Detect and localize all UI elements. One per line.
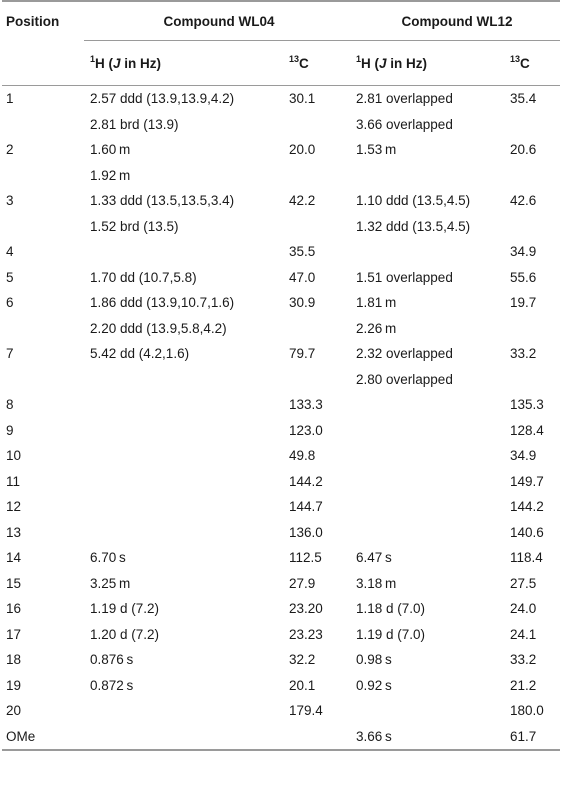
cell-1h-wl04: 2.57 ddd (13.9,13.9,4.2) [90, 91, 235, 107]
cell-1h-wl12: 6.47 s [356, 550, 392, 566]
cell-1h-wl04: 0.872 s [90, 677, 134, 693]
table-row [2, 571, 560, 597]
cell-1h-wl04 [84, 698, 283, 724]
cell-position: 19 [6, 677, 22, 693]
cell-1h-wl12: 1.53 m [356, 142, 397, 158]
cell-position: 10 [6, 448, 22, 464]
cell-1h-wl04 [84, 367, 283, 393]
cell-1h-wl04 [84, 239, 283, 265]
cell-1h-wl12 [354, 239, 508, 265]
cell-1h-wl12: 1.10 ddd (13.5,4.5) [356, 193, 471, 209]
cell-13c-wl04 [283, 316, 354, 342]
cell-position: 9 [6, 422, 14, 438]
cell-13c-wl12: 27.5 [510, 575, 537, 591]
cell-position: OMe [2, 724, 84, 751]
cell-13c-wl12: 24.0 [510, 601, 537, 617]
header-position: Position [2, 1, 84, 41]
cell-13c-wl04: 144.7 [289, 499, 323, 515]
cell-position: 5 [6, 269, 14, 285]
cell-13c-wl04: 23.23 [289, 626, 323, 642]
cell-1h-wl12 [354, 163, 508, 189]
cell-position: 11 [6, 473, 21, 489]
cell-13c-wl04 [283, 214, 354, 240]
cell-1h-wl04: 1.52 brd (13.5) [90, 218, 179, 234]
cell-1h-wl12: 1.19 d (7.0) [356, 626, 426, 642]
cell-1h-wl12: 3.18 m [356, 575, 397, 591]
cell-1h-wl12: 2.26 m [356, 320, 397, 336]
table-row [2, 290, 560, 316]
header-row-columns [2, 41, 560, 86]
cell-1h-wl04 [84, 724, 283, 751]
table-row [2, 469, 560, 495]
cell-1h-wl12: 3.66 overlapped [356, 116, 453, 132]
cell-13c-wl12: 149.7 [510, 473, 544, 489]
table-row [2, 443, 560, 469]
cell-13c-wl12: 33.2 [510, 652, 537, 668]
cell-position: 18 [6, 652, 22, 668]
cell-position: 8 [6, 397, 14, 413]
cell-1h-wl12: 0.98 s [356, 652, 392, 668]
table-row [2, 86, 560, 112]
cell-13c-wl04: 136.0 [289, 524, 323, 540]
cell-13c-wl12: 135.3 [510, 397, 544, 413]
cell-13c-wl12: 55.6 [510, 269, 537, 285]
cell-position [2, 214, 84, 240]
cell-13c-wl12: 21.2 [510, 677, 537, 693]
cell-13c-wl12: 33.2 [510, 346, 537, 362]
cell-1h-wl12 [354, 443, 508, 469]
cell-13c-wl04 [283, 724, 354, 751]
cell-1h-wl04: 2.81 brd (13.9) [90, 116, 179, 132]
cell-1h-wl12: 3.66 s [354, 724, 508, 751]
cell-1h-wl04: 1.19 d (7.2) [90, 601, 160, 617]
cell-13c-wl12: 35.4 [510, 91, 537, 107]
cell-1h-wl04 [84, 418, 283, 444]
cell-position: 15 [6, 575, 22, 591]
cell-position: 2 [6, 142, 14, 158]
table-row [2, 545, 560, 571]
header-position-blank [2, 41, 84, 86]
cell-1h-wl12: 1.32 ddd (13.5,4.5) [356, 218, 471, 234]
table-row [2, 418, 560, 444]
cell-1h-wl04 [84, 469, 283, 495]
cell-position: 4 [6, 244, 14, 260]
cell-1h-wl12: 2.32 overlapped [356, 346, 453, 362]
cell-13c-wl04: 30.1 [289, 91, 316, 107]
table-row [2, 112, 560, 138]
table-row [2, 137, 560, 163]
cell-position [2, 367, 84, 393]
header-1h-wl12: $^1$H (J in Hz) [354, 41, 508, 86]
cell-13c-wl04: 123.0 [289, 422, 323, 438]
cell-13c-wl12 [508, 367, 560, 393]
table-row [2, 188, 560, 214]
cell-1h-wl04: 1.60 m [90, 142, 131, 158]
cell-13c-wl12: 128.4 [510, 422, 544, 438]
cell-13c-wl04: 23.20 [289, 601, 323, 617]
header-compound-wl04: Compound WL04 [84, 1, 354, 41]
cell-13c-wl04 [283, 163, 354, 189]
cell-13c-wl04: 42.2 [289, 193, 316, 209]
table-row [2, 214, 560, 240]
header-row-groups [2, 1, 560, 41]
cell-1h-wl04: 3.25 m [90, 575, 131, 591]
cell-1h-wl04: 1.20 d (7.2) [90, 626, 160, 642]
cell-13c-wl04: 79.7 [289, 346, 316, 362]
cell-1h-wl12 [354, 392, 508, 418]
cell-13c-wl04: 144.2 [289, 473, 323, 489]
cell-13c-wl12: 144.2 [510, 499, 544, 515]
cell-13c-wl12: 61.7 [508, 724, 560, 751]
cell-1h-wl04 [84, 392, 283, 418]
table-row [2, 673, 560, 699]
cell-13c-wl04: 112.5 [289, 550, 322, 566]
cell-1h-wl12 [354, 494, 508, 520]
table-row [2, 596, 560, 622]
cell-1h-wl12: 2.81 overlapped [356, 91, 453, 107]
cell-13c-wl12: 180.0 [510, 703, 544, 719]
table-row [2, 239, 560, 265]
cell-1h-wl04: 2.20 ddd (13.9,5.8,4.2) [90, 320, 227, 336]
table-row [2, 622, 560, 648]
cell-position [2, 163, 84, 189]
cell-position: 7 [6, 346, 14, 362]
cell-1h-wl04: 6.70 s [90, 550, 126, 566]
cell-1h-wl04: 1.92 m [90, 167, 131, 183]
cell-position: 12 [6, 499, 22, 515]
cell-13c-wl12 [508, 316, 560, 342]
cell-1h-wl04: 1.33 ddd (13.5,13.5,3.4) [90, 193, 235, 209]
cell-13c-wl12: 34.9 [510, 244, 537, 260]
cell-13c-wl04: 133.3 [289, 397, 323, 413]
cell-position: 13 [6, 524, 22, 540]
cell-13c-wl12: 19.7 [510, 295, 537, 311]
cell-position: 20 [6, 703, 22, 719]
header-compound-wl12: Compound WL12 [354, 1, 560, 41]
cell-13c-wl12: 24.1 [510, 626, 537, 642]
cell-13c-wl04: 32.2 [289, 652, 316, 668]
cell-13c-wl04: 20.1 [289, 677, 316, 693]
cell-13c-wl04 [283, 367, 354, 393]
cell-1h-wl04: 1.86 ddd (13.9,10.7,1.6) [90, 295, 235, 311]
cell-1h-wl12: 1.18 d (7.0) [356, 601, 426, 617]
cell-1h-wl04: 5.42 dd (4.2,1.6) [90, 346, 190, 362]
cell-13c-wl04: 47.0 [289, 269, 316, 285]
cell-1h-wl12: 1.51 overlapped [356, 269, 453, 285]
header-13c-wl04: $^{13}$C [283, 41, 354, 86]
cell-position [2, 112, 84, 138]
table-body [2, 86, 560, 751]
table-row [2, 520, 560, 546]
table-row [2, 647, 560, 673]
cell-position: 14 [6, 550, 22, 566]
cell-13c-wl12: 118.4 [510, 550, 543, 566]
cell-13c-wl04: 35.5 [289, 244, 316, 260]
table-row [2, 265, 560, 291]
cell-1h-wl12 [354, 698, 508, 724]
cell-13c-wl12 [508, 214, 560, 240]
cell-1h-wl12 [354, 469, 508, 495]
cell-1h-wl04: 1.70 dd (10.7,5.8) [90, 269, 197, 285]
cell-13c-wl12 [508, 112, 560, 138]
cell-13c-wl12: 140.6 [510, 524, 544, 540]
cell-13c-wl04: 27.9 [289, 575, 316, 591]
cell-1h-wl12: 2.80 overlapped [356, 371, 453, 387]
table-row [2, 163, 560, 189]
cell-position: 16 [6, 601, 22, 617]
cell-1h-wl04 [84, 443, 283, 469]
nmr-data-table [2, 0, 560, 751]
table-row [2, 698, 560, 724]
cell-13c-wl12: 20.6 [510, 142, 537, 158]
cell-13c-wl04: 49.8 [289, 448, 316, 464]
cell-1h-wl12: 0.92 s [356, 677, 392, 693]
cell-position [2, 316, 84, 342]
cell-position: 6 [6, 295, 14, 311]
cell-13c-wl04: 30.9 [289, 295, 316, 311]
cell-13c-wl12 [508, 163, 560, 189]
header-1h-wl04: $^1$H (J in Hz) [84, 41, 283, 86]
cell-1h-wl12: 1.81 m [356, 295, 397, 311]
cell-13c-wl04 [283, 112, 354, 138]
cell-1h-wl12 [354, 418, 508, 444]
table-row [2, 341, 560, 367]
cell-13c-wl12: 34.9 [510, 448, 537, 464]
cell-1h-wl12 [354, 520, 508, 546]
cell-position: 17 [6, 626, 22, 642]
cell-1h-wl04 [84, 494, 283, 520]
cell-1h-wl04: 0.876 s [90, 652, 134, 668]
cell-1h-wl04 [84, 520, 283, 546]
cell-13c-wl04: 20.0 [289, 142, 316, 158]
table-row [2, 316, 560, 342]
table-row [2, 392, 560, 418]
cell-position: 1 [6, 91, 14, 107]
header-13c-wl12: $^{13}$C [508, 41, 560, 86]
table-row [2, 367, 560, 393]
table-row [2, 724, 560, 751]
cell-13c-wl12: 42.6 [510, 193, 537, 209]
table-row [2, 494, 560, 520]
cell-13c-wl04: 179.4 [289, 703, 323, 719]
cell-position: 3 [6, 193, 14, 209]
